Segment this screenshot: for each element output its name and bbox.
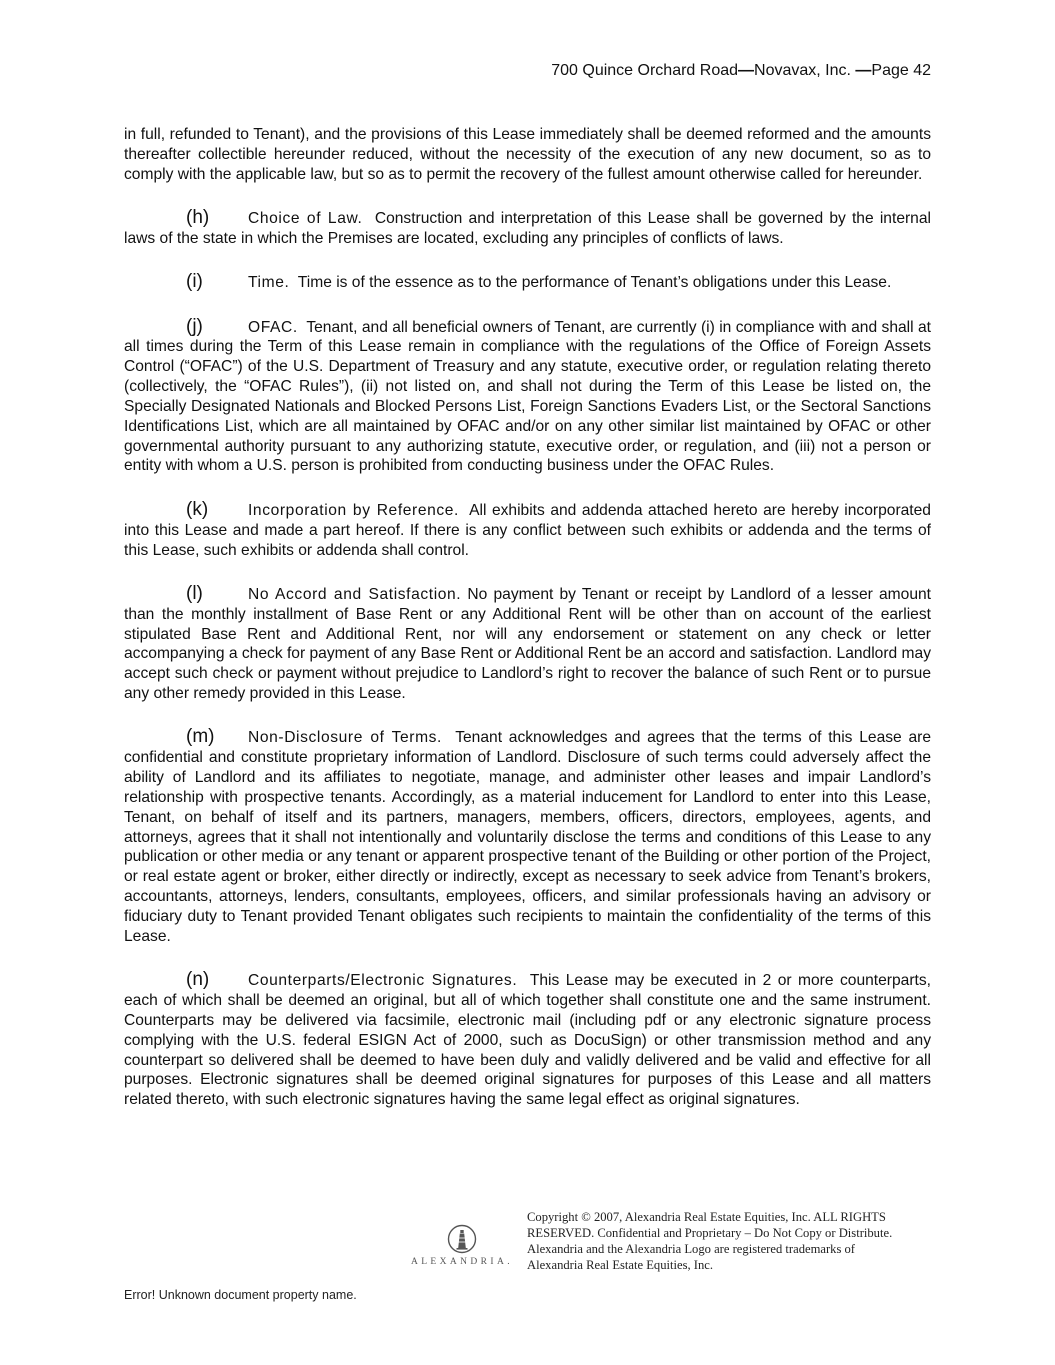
alexandria-lighthouse-logo-icon xyxy=(446,1224,478,1254)
section-i xyxy=(124,272,931,293)
continuation-paragraph: in full, refunded to Tenant), and the provisions of this Lease immediately shall be deemed reformed and the amounts thereafter collectible hereunder reduced, without the necessity of the execution of any new document, so as to comply with the applicable law, but so as to permit the recovery of the fullest amount otherwise called for hereunder. xyxy=(124,126,931,183)
header-separator: — xyxy=(738,62,755,79)
section-letter: (n) xyxy=(186,969,210,991)
section-letter: (h) xyxy=(186,207,210,229)
copyright-notice: Copyright © 2007, Alexandria Real Estate Equities, Inc. ALL RIGHTS RESERVED. Confidential and Proprietary – Do Not Copy or Distribute. Alexandria and the Alexandria Logo are registered trademarks of Alexandria Real Estate Equities, Inc. xyxy=(527,1210,893,1272)
section-title: No Accord and Satisfaction. xyxy=(248,585,462,603)
section-h xyxy=(124,208,931,249)
section-m xyxy=(124,727,931,946)
section-body: All exhibits and addenda attached hereto are hereby incorporated into this Lease and made a part hereof. If there is any conflict between such exhibits or addenda and the terms of this Lease, such exhibits or addenda shall control. xyxy=(124,501,931,559)
section-title: OFAC. xyxy=(248,318,298,336)
logo-wordmark: ALEXANDRIA. xyxy=(410,1257,514,1267)
header-company: Novavax, Inc. xyxy=(754,62,856,79)
section-body: This Lease may be executed in 2 or more counterparts, each of which shall be deemed an original, but all of which together shall constitute one and the same instrument. Counterparts may be delivered via facsimile, electronic mail (including pdf or any electronic signature process complying with the U.S. federal ESIGN Act of 2000, such as DocuSign) or other transmission method and any counterpart so delivered shall be deemed to have been duly and validly delivered and be valid and effective for all purposes. Electronic signatures shall be deemed original signatures for purposes of this Lease and all matters related thereto, with such electronic signatures having the same legal effect as original signatures. xyxy=(124,972,931,1109)
section-k xyxy=(124,500,931,561)
header-page-number: Page 42 xyxy=(871,62,931,79)
section-j xyxy=(124,317,931,477)
section-title: Time. xyxy=(248,274,290,292)
section-title: Incorporation by Reference. xyxy=(248,501,459,519)
section-title: Counterparts/Electronic Signatures. xyxy=(248,972,518,990)
document-body xyxy=(124,125,931,1134)
section-body: Tenant, and all beneficial owners of Tenant, are currently (i) in compliance with and shall at all times during the Term of this Lease remain in compliance with the regulations of the Office of Foreign Assets Control (“OFAC”) of the U.S. Department of Treasury and any statute, executive order, or regulation relating thereto (collectively, the “OFAC Rules”), (ii) not listed on, and shall not during the Term of this Lease be listed on, the Specially Designated Nationals and Blocked Persons List, Foreign Sanctions Evaders List, or the Sectoral Sanctions Identifications List, which are all maintained by OFAC and/or on any other similar list maintained by OFAC or other governmental authority pursuant to any authorizing statute, executive order, or regulation, and (iii) not a person or entity with whom a U.S. person is prohibited from conducting business under the OFAC Rules. xyxy=(124,318,931,475)
section-body: Construction and interpretation of this Lease shall be governed by the internal laws of the state in which the Premises are located, excluding any principles of conflicts of laws. xyxy=(124,210,931,247)
section-letter: (i) xyxy=(186,271,203,293)
section-n xyxy=(124,970,931,1110)
section-l xyxy=(124,584,931,704)
section-letter: (l) xyxy=(186,582,203,604)
document-property-error: Error! Unknown document property name. xyxy=(124,1288,357,1302)
section-body: Time is of the essence as to the performance of Tenant’s obligations under this Lease. xyxy=(297,274,892,292)
page-header xyxy=(551,61,931,81)
header-address: 700 Quince Orchard Road xyxy=(551,62,739,79)
section-letter: (j) xyxy=(186,315,203,337)
section-body: No payment by Tenant or receipt by Landlord of a lesser amount than the monthly installment of Base Rent or any Additional Rent will be other than on account of the earliest stipulated Base Rent and Additional Rent, nor will any endorsement or statement on any check or letter accompanying a check for payment of any Base Rent or Additional Rent be an accord and satisfaction. Landlord may accept such check or payment without prejudice to Landlord’s right to recover the balance of such Rent or to pursue any other remedy provided in this Lease. xyxy=(124,585,932,703)
section-letter: (m) xyxy=(186,726,215,748)
section-title: Choice of Law. xyxy=(248,210,363,228)
alexandria-logo xyxy=(404,1224,520,1267)
section-body: Tenant acknowledges and agrees that the terms of this Lease are confidential and constitute proprietary information of Landlord. Disclosure of such terms could adversely affect the ability of Landlord and its affiliates to negotiate, manage, and administer other leases and impair Landlord’s relationship with prospective tenants. Accordingly, as a material inducement for Landlord to enter into this Lease, Tenant, on behalf of itself and its partners, managers, members, officers, directors, employees, agents, and attorneys, agrees that it shall not intentionally and voluntarily disclose the terms and conditions of this Lease to any publication or other media or any tenant or apparent prospective tenant of the Building or other portion of the Project, or real estate agent or broker, either directly or indirectly, except as necessary to seek advice from Tenant’s brokers, accountants, attorneys, lenders, consultants, employees, officers, and similar professionals having an advisory or fiduciary duty to Tenant provided Tenant obligates such recipients to maintain the confidentiality of the terms of this Lease. xyxy=(124,729,931,945)
section-letter: (k) xyxy=(186,498,209,520)
section-title: Non-Disclosure of Terms. xyxy=(248,729,442,747)
header-separator: — xyxy=(855,62,872,79)
